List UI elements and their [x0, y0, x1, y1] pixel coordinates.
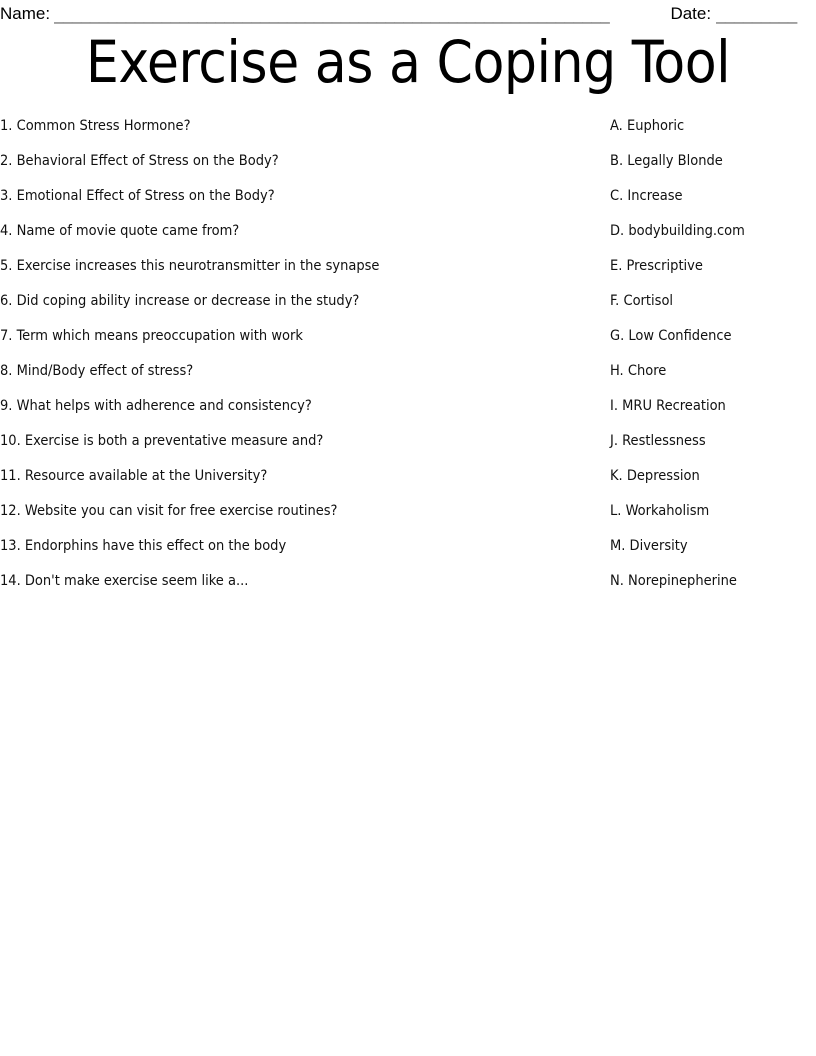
name-write-in-line[interactable]: ______________________________________________________________: [54, 5, 610, 24]
answer-text: Workaholism: [625, 503, 710, 519]
question-number: 3.: [0, 188, 17, 204]
answer-item[interactable]: [610, 354, 816, 389]
question-text: Name of movie quote came from?: [16, 223, 240, 239]
question-number: 1.: [0, 118, 17, 134]
name-date-header: [0, 0, 816, 28]
answers-column: [610, 109, 816, 599]
question-number: 7.: [0, 328, 17, 344]
answer-text: Norepinepherine: [628, 573, 737, 589]
question-text: Resource available at the University?: [24, 468, 268, 484]
date-write-in-line[interactable]: _________: [716, 5, 797, 24]
answer-item[interactable]: [610, 214, 816, 249]
question-text: Behavioral Effect of Stress on the Body?: [16, 153, 279, 169]
answer-letter: J.: [610, 433, 623, 449]
answer-letter: D.: [610, 223, 629, 239]
answer-item[interactable]: [610, 109, 816, 144]
answer-item[interactable]: [610, 144, 816, 179]
answer-item[interactable]: [610, 249, 816, 284]
question-number: 6.: [0, 293, 17, 309]
answer-letter: H.: [610, 363, 628, 379]
question-item[interactable]: [0, 284, 600, 319]
date-label: Date:: [670, 4, 712, 23]
question-text: Exercise is both a preventative measure and?: [24, 433, 324, 449]
question-text: Endorphins have this effect on the body: [24, 538, 287, 554]
answer-text: Restlessness: [622, 433, 706, 449]
answer-item[interactable]: [610, 319, 816, 354]
answer-text: Depression: [626, 468, 700, 484]
question-item[interactable]: [0, 529, 600, 564]
question-number: 10.: [0, 433, 25, 449]
page-title: Exercise as a Coping Tool: [85, 28, 731, 96]
answer-item[interactable]: [610, 529, 816, 564]
answer-text: Chore: [627, 363, 667, 379]
answer-text: Diversity: [629, 538, 688, 554]
answer-item[interactable]: [610, 284, 816, 319]
answer-letter: B.: [610, 153, 628, 169]
answer-text: Prescriptive: [626, 258, 703, 274]
answer-item[interactable]: [610, 564, 816, 599]
question-number: 11.: [0, 468, 25, 484]
question-text: Don't make exercise seem like a...: [24, 573, 249, 589]
question-number: 9.: [0, 398, 17, 414]
question-item[interactable]: [0, 249, 600, 284]
question-text: Common Stress Hormone?: [16, 118, 191, 134]
question-text: Term which means preoccupation with work: [16, 328, 303, 344]
question-number: 5.: [0, 258, 17, 274]
question-item[interactable]: [0, 179, 600, 214]
answer-letter: G.: [610, 328, 629, 344]
question-number: 2.: [0, 153, 17, 169]
answer-text: Low Confidence: [628, 328, 732, 344]
questions-column: [0, 109, 600, 599]
answer-letter: I.: [610, 398, 623, 414]
question-text: What helps with adherence and consistency?: [16, 398, 312, 414]
answer-item[interactable]: [610, 179, 816, 214]
question-text: Did coping ability increase or decrease in the study?: [16, 293, 360, 309]
question-text: Website you can visit for free exercise routines?: [24, 503, 338, 519]
answer-item[interactable]: [610, 494, 816, 529]
answer-letter: M.: [610, 538, 630, 554]
question-text: Emotional Effect of Stress on the Body?: [16, 188, 275, 204]
question-text: Mind/Body effect of stress?: [16, 363, 194, 379]
answer-text: Increase: [627, 188, 683, 204]
question-number: 13.: [0, 538, 25, 554]
question-item[interactable]: [0, 214, 600, 249]
answer-letter: F.: [610, 293, 624, 309]
answer-letter: K.: [610, 468, 627, 484]
question-item[interactable]: [0, 354, 600, 389]
name-label: Name:: [0, 4, 51, 23]
answer-letter: C.: [610, 188, 628, 204]
answer-text: bodybuilding.com: [628, 223, 745, 239]
answer-letter: E.: [610, 258, 627, 274]
question-number: 8.: [0, 363, 17, 379]
question-number: 4.: [0, 223, 17, 239]
question-item[interactable]: [0, 564, 600, 599]
answer-item[interactable]: [610, 389, 816, 424]
matching-columns: [0, 109, 816, 609]
answer-letter: N.: [610, 573, 629, 589]
question-item[interactable]: [0, 319, 600, 354]
question-number: 14.: [0, 573, 25, 589]
answer-text: Legally Blonde: [627, 153, 723, 169]
question-item[interactable]: [0, 459, 600, 494]
question-number: 12.: [0, 503, 25, 519]
question-text: Exercise increases this neurotransmitter in the synapse: [16, 258, 380, 274]
question-item[interactable]: [0, 424, 600, 459]
answer-text: MRU Recreation: [622, 398, 726, 414]
answer-letter: L.: [610, 503, 626, 519]
question-item[interactable]: [0, 144, 600, 179]
question-item[interactable]: [0, 389, 600, 424]
answer-text: Euphoric: [626, 118, 685, 134]
answer-item[interactable]: [610, 459, 816, 494]
answer-text: Cortisol: [623, 293, 674, 309]
question-item[interactable]: [0, 494, 600, 529]
answer-letter: A.: [610, 118, 627, 134]
answer-item[interactable]: [610, 424, 816, 459]
question-item[interactable]: [0, 109, 600, 144]
